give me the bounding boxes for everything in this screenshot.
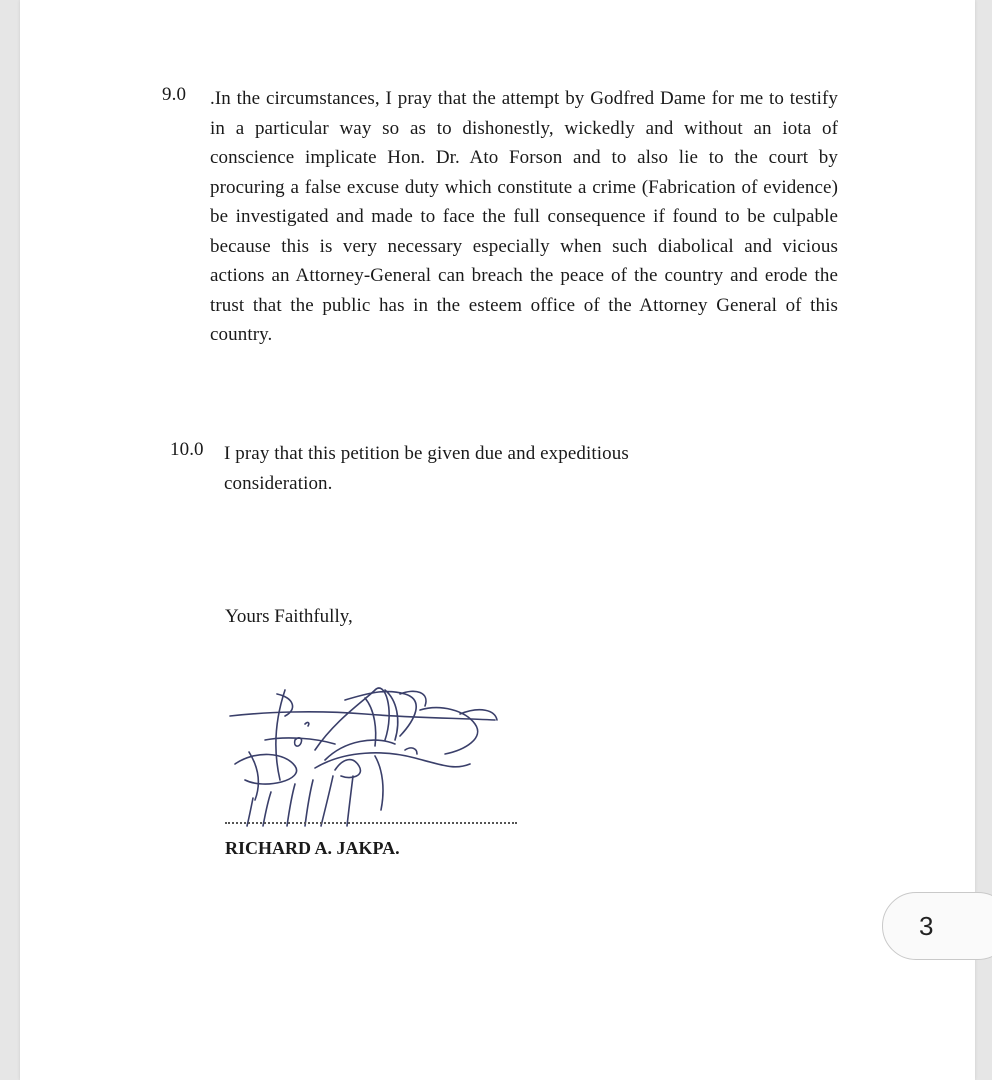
paragraph-number: 9.0	[162, 84, 187, 105]
handwritten-signature	[225, 680, 525, 830]
paragraph-text: I pray that this petition be given due and expeditious consideration.	[224, 443, 629, 494]
closing-salutation: Yours Faithfully,	[225, 606, 353, 627]
page-number-indicator[interactable]	[882, 892, 992, 960]
viewer-left-margin	[0, 0, 20, 1080]
page-number: 3	[919, 911, 934, 941]
paragraph-text: .In the circumstances, I pray that the attempt by Godfred Dame for me to testify in a particular way so as to dishonestly, wickedly and without an iota of conscience implicate Hon. Dr. Ato Forson and to also lie to the court by procuring a false excuse duty which constitute a crime (Fabrication of evidence) be investigated and made to face the full consequence if found to be culpable because this is very necessary especially when such diabolical and vicious actions an Attorney-General can breach the peace of the country and erode the trust that the public has in the esteem office of the Attorney General of this country.	[210, 88, 838, 345]
document-page	[20, 0, 975, 1080]
signature-line	[225, 822, 517, 824]
paragraph-number: 10.0	[170, 439, 204, 460]
signatory-name: RICHARD A. JAKPA.	[225, 838, 400, 858]
